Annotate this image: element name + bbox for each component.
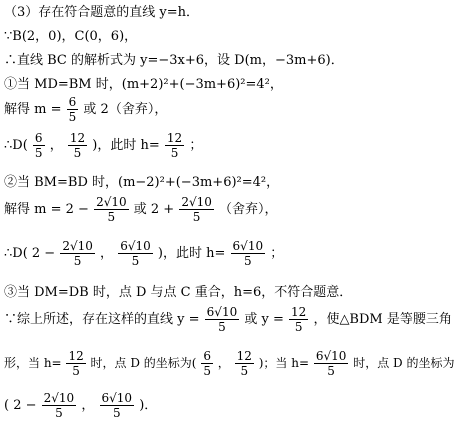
numerator: 6√10: [315, 349, 347, 363]
line-9: [4, 240, 283, 267]
fraction: [42, 392, 77, 419]
denominator: 5: [73, 254, 82, 268]
numerator: 6√10: [232, 239, 264, 253]
numerator: 2√10: [181, 195, 212, 209]
denominator: 5: [131, 254, 140, 268]
line-10: ③当 DM=DB 时，点 D 与点 C 重合，h=6，不符合题意．: [4, 285, 353, 300]
line-9-post1: )，此时 h=: [157, 246, 226, 261]
line-9-post2: ；: [270, 246, 284, 261]
denominator: 5: [112, 406, 121, 420]
denominator: 5: [34, 146, 43, 160]
fraction: [67, 96, 79, 123]
line-4: ①当 MD=BM 时，(m+2)²+(−3m+6)²=4²，: [4, 77, 283, 92]
denominator: 5: [203, 364, 211, 378]
line-11-post: ，使△BDM 是等腰三角: [313, 312, 452, 327]
denominator: 5: [72, 364, 80, 378]
denominator: 5: [192, 210, 201, 224]
fraction: [60, 240, 95, 267]
line-6-post2: ；: [189, 138, 203, 153]
denominator: 5: [107, 210, 116, 224]
denominator: 5: [73, 146, 82, 160]
denominator: 5: [170, 146, 179, 160]
numerator: 12: [69, 131, 86, 145]
fraction: [179, 196, 214, 223]
numerator: 6√10: [101, 391, 133, 405]
fraction: [314, 350, 349, 377]
line-9-pre: ∴D( 2 −: [4, 246, 56, 261]
line-5-post: 或 2（舍弃），: [83, 102, 168, 117]
line-3: ∴直线 BC 的解析式为 y=−3x+6，设 D(m，−3m+6)．: [4, 53, 344, 68]
line-13: [4, 392, 157, 419]
line-6-mid: ，: [49, 138, 63, 153]
denominator: 5: [55, 406, 63, 420]
fraction: [66, 350, 85, 377]
numerator: 6: [68, 95, 77, 109]
denominator: 5: [218, 320, 226, 334]
fraction: [205, 306, 240, 333]
numerator: 6√10: [120, 239, 151, 253]
fraction: [289, 306, 308, 333]
fraction: [201, 350, 213, 377]
fraction: [235, 350, 254, 377]
line-13-post: )．: [139, 398, 158, 413]
fraction: [68, 132, 87, 159]
fraction: [165, 132, 184, 159]
denominator: 5: [327, 364, 335, 378]
fraction: [231, 240, 266, 267]
numerator: 12: [236, 349, 252, 363]
numerator: 12: [166, 131, 183, 145]
line-12-post: 时，点 D 的坐标为: [353, 356, 455, 370]
line-12-pre: 形，当 h=: [4, 356, 62, 370]
line-9-mid: ，: [100, 246, 114, 261]
line-12: [4, 350, 455, 377]
line-8-mid: 或 2 +: [133, 202, 175, 217]
line-8-pre: 解得 m = 2 −: [4, 202, 89, 217]
numerator: 6: [203, 349, 211, 363]
numerator: 2√10: [62, 239, 93, 253]
numerator: 2√10: [43, 391, 75, 405]
denominator: 5: [240, 364, 249, 378]
line-12-mid1: 时，点 D 的坐标为(: [90, 356, 197, 370]
line-6-post1: )，此时 h=: [92, 138, 160, 153]
numerator: 12: [68, 349, 84, 363]
denominator: 5: [294, 320, 303, 334]
line-8: [4, 196, 278, 223]
fraction: [94, 196, 129, 223]
line-5: [4, 96, 167, 123]
fraction: [100, 392, 135, 419]
line-6: [4, 132, 202, 159]
fraction: [33, 132, 45, 159]
line-13-pre: ( 2 −: [4, 398, 37, 413]
line-5-pre: 解得 m =: [4, 102, 62, 117]
numerator: 2√10: [96, 195, 127, 209]
line-11: [4, 306, 452, 333]
line-2: ∵B(2，0)，C(0，6)，: [4, 29, 138, 44]
numerator: 6√10: [206, 305, 238, 319]
line-6-pre: ∴D(: [4, 138, 28, 153]
line-1: （3）存在符合题意的直线 y=h．: [4, 5, 200, 20]
denominator: 5: [243, 254, 252, 268]
fraction: [118, 240, 153, 267]
numerator: 12: [291, 305, 307, 319]
numerator: 6: [34, 131, 43, 145]
line-8-post: （舍弃），: [219, 202, 278, 217]
denominator: 5: [68, 110, 77, 124]
line-12-mid3: )；当 h=: [258, 356, 310, 370]
line-11-pre: ∵综上所述，存在这样的直线 y =: [4, 312, 200, 327]
line-13-mid: ，: [81, 398, 95, 413]
line-12-mid2: ，: [217, 356, 230, 370]
line-7: ②当 BM=BD 时，(m−2)²+(−3m+6)²=4²，: [4, 175, 280, 190]
line-11-mid: 或 y =: [244, 312, 284, 327]
